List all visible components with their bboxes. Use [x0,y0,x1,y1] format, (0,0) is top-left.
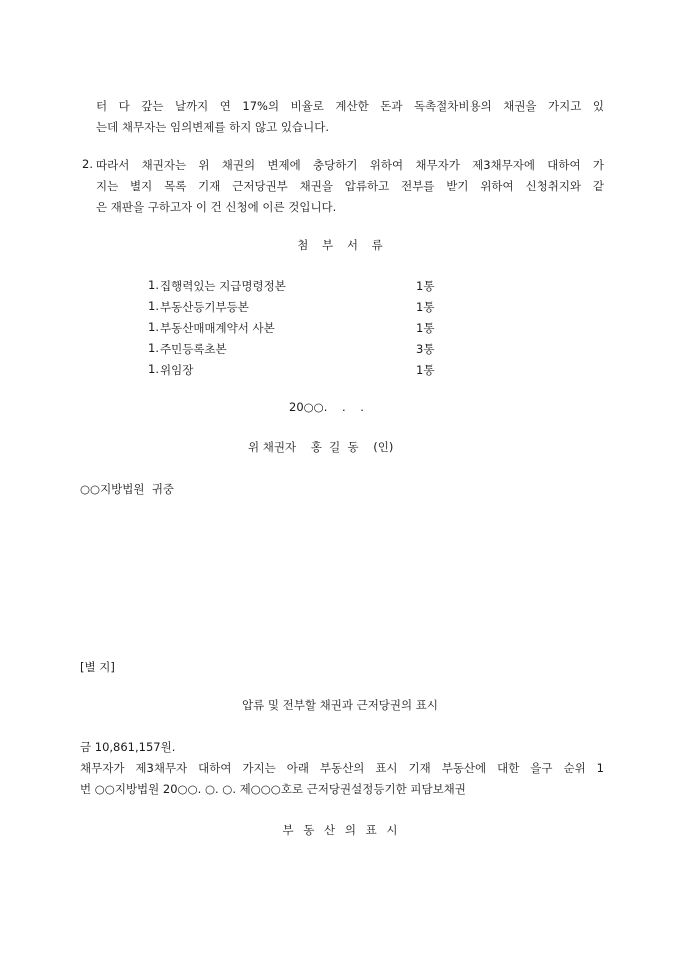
attachment-num: 1. [148,299,159,313]
attachment-name: 주민등록초본 [160,342,227,356]
attachment-count: 1통 [416,300,435,314]
claim-amount: 금 10,861,157원. [80,740,176,754]
property-heading: 부 동 산 의 표 시 [282,823,398,837]
paragraph1-line1: 터 다 갚는 날까지 연 17%의 비율로 계산한 돈과 독촉절차비용의 채권을 가지고 있 [96,99,604,113]
paragraph2-line3: 은 재판을 구하고자 이 건 신청에 이른 것입니다. [96,200,337,214]
attachment-count: 3통 [416,342,435,356]
appendix-label: [별 지] [80,660,115,674]
attachment-count: 1통 [416,321,435,335]
paragraph2-line1: 따라서 채권자는 위 채권의 변제에 충당하기 위하여 채무자가 제3채무자에 대하여 가 [96,158,604,172]
attachment-name: 집행력있는 지급명령정본 [160,279,286,293]
court-addressee: ○○지방법원 귀중 [80,482,175,496]
appendix-title: 압류 및 전부할 채권과 근저당권의 표시 [241,698,439,712]
attachment-num: 1. [148,278,159,292]
attachment-num: 1. [148,341,159,355]
document-date: 20○○. . . [289,400,364,414]
attachment-name: 위임장 [160,363,194,377]
attachment-count: 1통 [416,363,435,377]
creditor-signature: 위 채권자 홍 길 동 (인) [248,440,394,454]
attachment-count: 1통 [416,279,435,293]
paragraph2-line2: 지는 별지 목록 기재 근저당권부 채권을 압류하고 전부를 받기 위하여 신청취지와 같 [96,179,604,193]
paragraph2-number: 2. [82,157,93,171]
attachment-num: 1. [148,362,159,376]
attachment-name: 부동산매매계약서 사본 [160,321,275,335]
attachment-name: 부동산등기부등본 [160,300,249,314]
claim-description-line1: 채무자가 제3채무자 대하여 가지는 아래 부동산의 표시 기재 부동산에 대한 을구 순위 1 [80,761,604,775]
paragraph1-line2: 는데 채무자는 임의변제를 하지 않고 있습니다. [96,120,330,134]
attachments-heading: 첨 부 서 류 [297,238,383,252]
claim-description-line2: 번 ○○지방법원 20○○. ○. ○. 제○○○호로 근저당권설정등기한 피담보채권 [80,782,466,796]
attachment-num: 1. [148,320,159,334]
